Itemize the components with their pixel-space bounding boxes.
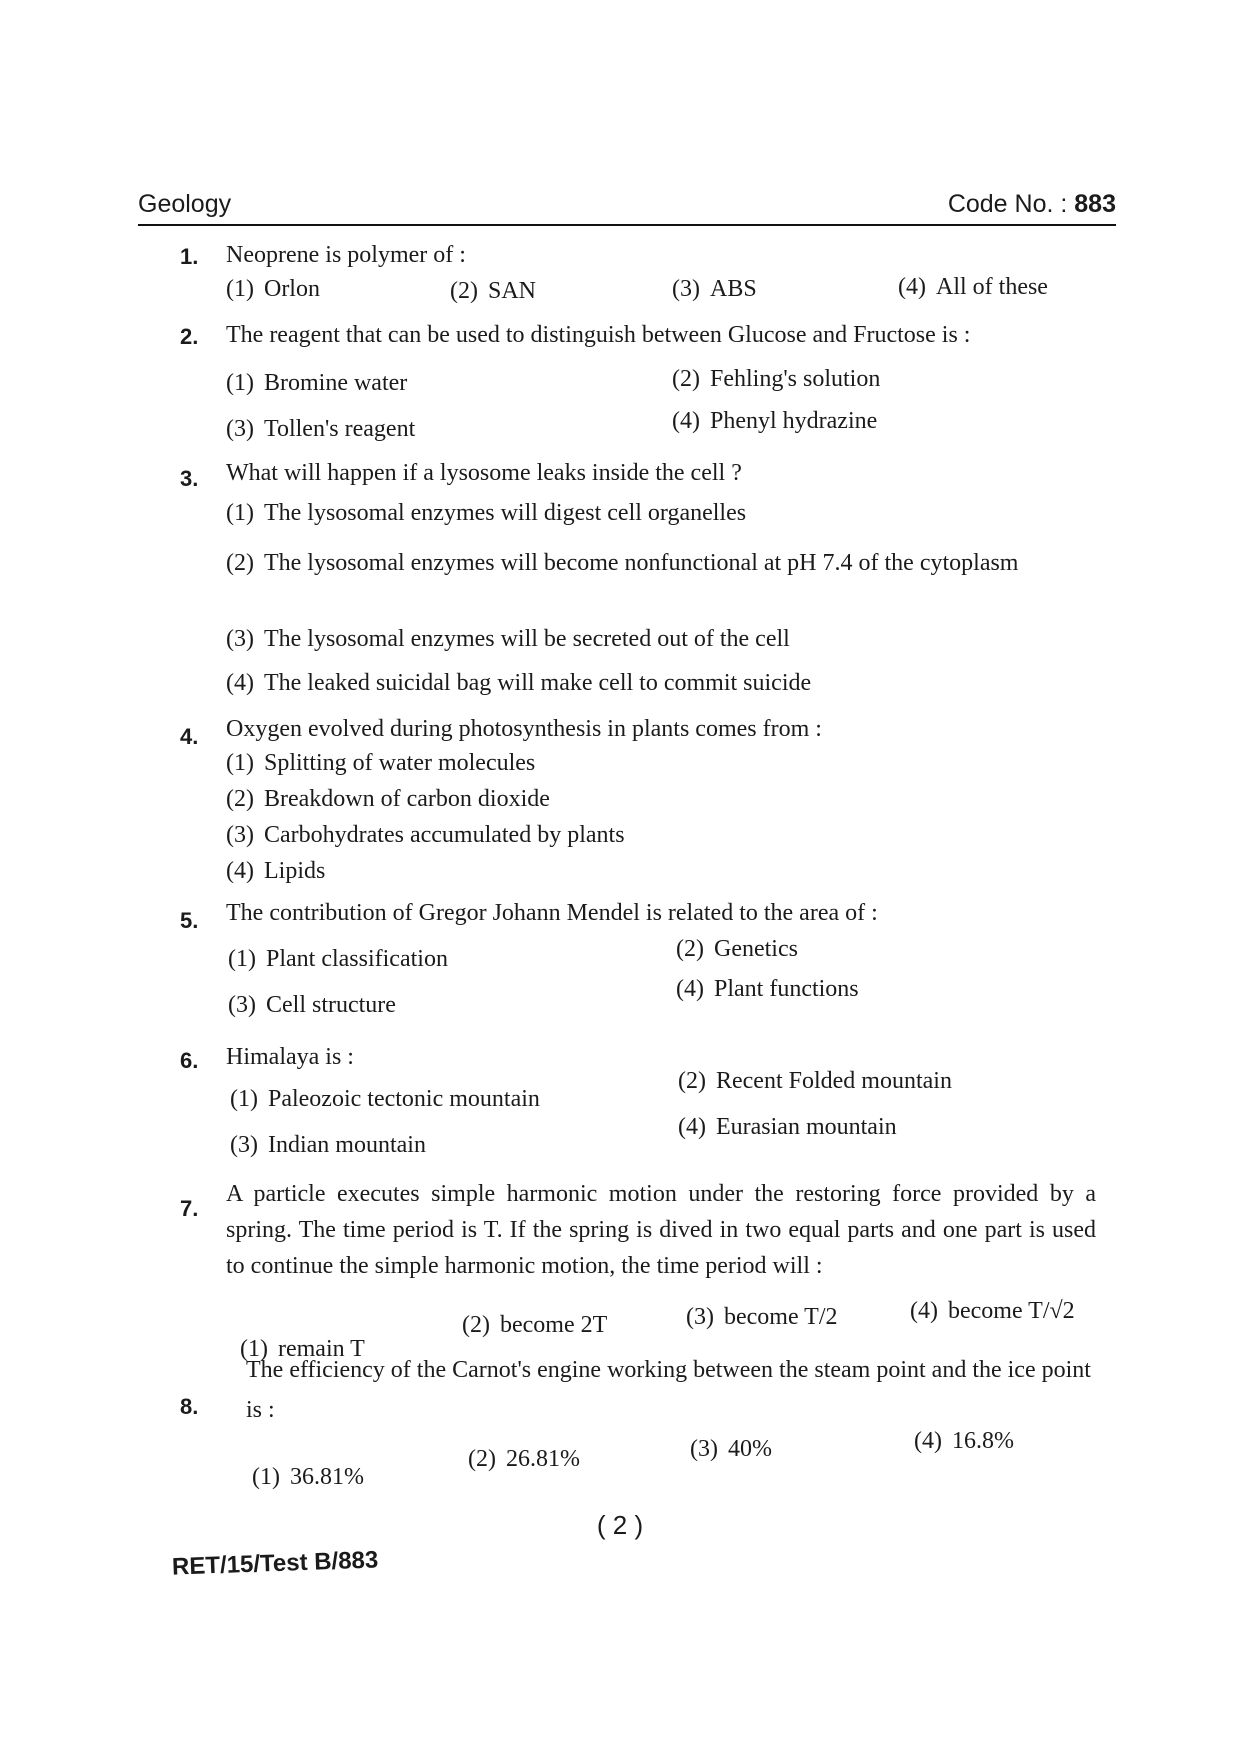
option-3: (3) become T/2 [686,1304,838,1330]
footer-test-code: RET/15/Test B/883 [171,1546,379,1581]
subject-title: Geology [138,190,232,218]
option-3: (3) 40% [690,1436,772,1462]
option-3: (3) Cell structure [228,992,396,1018]
option-3: (3) Indian mountain [230,1132,426,1158]
option-3: (3) Carbohydrates accumulated by plants [226,822,625,848]
question-text: A particle executes simple harmonic motion under the restoring force provided by a spring. The time period is T. If the spring is dived in two equal parts and one part is used to continue the simple harmonic motion, the time period will : [226,1181,1096,1279]
option-4: (4) Phenyl hydrazine [672,408,878,434]
option-4: (4) Eurasian mountain [678,1114,897,1140]
question-text: Oxygen evolved during photosynthesis in plants comes from : [226,716,822,742]
option-4: (4) All of these [898,274,1048,300]
question-text: Himalaya is : [226,1044,354,1070]
option-1: (1) The lysosomal enzymes will digest cell organelles [226,500,747,526]
option-4: (4) The leaked suicidal bag will make cell to commit suicide [226,670,812,696]
option-1: (1) Plant classification [228,946,448,972]
question-number: 1. [180,244,199,269]
code-value: 883 [1074,190,1116,218]
option-4: (4) Plant functions [676,976,859,1002]
option-1: (1) remain T [240,1336,365,1362]
option-4: (4) become T/√2 [910,1298,1075,1324]
option-2: (2) Recent Folded mountain [678,1068,952,1094]
page-number: ( 2 ) [596,1510,644,1540]
option-4: (4) 16.8% [914,1428,1014,1454]
question-text: The reagent that can be used to distinguish between Glucose and Fructose is : [226,322,971,348]
option-3: (3) The lysosomal enzymes will be secreted out of the cell [226,626,790,652]
option-3: (3) ABS [672,276,757,302]
option-2: (2) 26.81% [468,1446,580,1472]
option-2: (2) SAN [450,278,536,304]
question-number: 7. [180,1196,199,1221]
code-number [948,190,1116,219]
option-2: (2) Breakdown of carbon dioxide [226,786,550,812]
question-number: 4. [180,724,199,749]
option-4: (4) Lipids [226,858,326,884]
option-2: (2) The lysosomal enzymes will become nonfunctional at pH 7.4 of the cytoplasm [226,550,1019,576]
question-number: 6. [180,1048,199,1073]
option-2: (2) become 2T [462,1312,608,1338]
question-text: The efficiency of the Carnot's engine working between the steam point and the ice point is : [246,1357,1091,1423]
option-2: (2) Genetics [676,936,798,962]
option-1: (1) Bromine water [226,370,408,396]
option-1: (1) 36.81% [252,1464,364,1490]
question-number: 3. [180,466,199,491]
option-1: (1) Orlon [226,276,320,302]
option-1: (1) Splitting of water molecules [226,750,536,776]
code-label: Code No. : [947,190,1068,218]
question-text: The contribution of Gregor Johann Mendel is related to the area of : [226,900,878,926]
question-number: 2. [180,324,199,349]
question-number: 5. [180,908,199,933]
question-number: 8. [180,1394,199,1419]
option-3: (3) Tollen's reagent [226,416,416,442]
page-header [138,184,1116,226]
question-text: Neoprene is polymer of : [226,242,466,268]
option-1: (1) Paleozoic tectonic mountain [230,1086,540,1112]
option-2: (2) Fehling's solution [672,366,881,392]
question-text: What will happen if a lysosome leaks inside the cell ? [226,460,742,486]
